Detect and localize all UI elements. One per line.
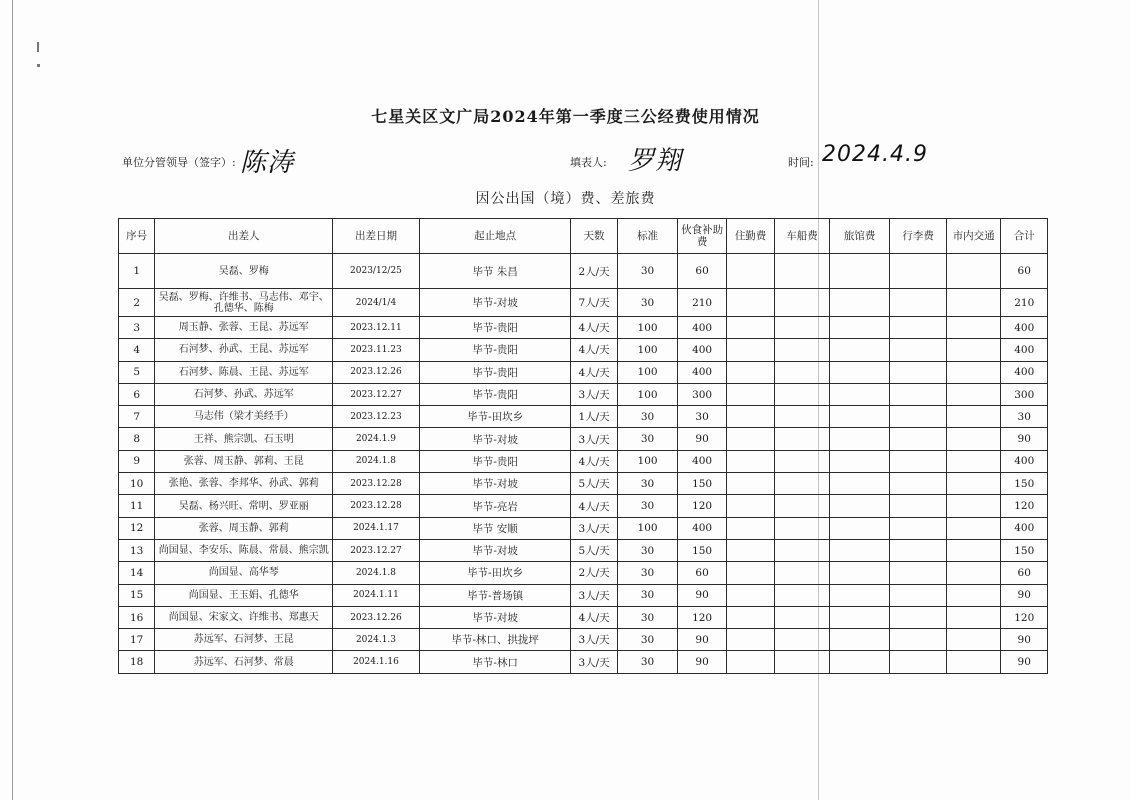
table-cell: 30	[617, 473, 678, 495]
table-cell: 5人/天	[571, 473, 617, 495]
table-cell: 毕节-普场镇	[419, 584, 570, 606]
table-cell	[726, 495, 774, 517]
table-cell: 60	[1001, 562, 1048, 584]
table-cell	[775, 428, 830, 450]
table-cell: 400	[1001, 450, 1048, 472]
table-row	[119, 317, 1048, 339]
filler-label: 填表人:	[570, 156, 607, 169]
table-cell: 2024.1.11	[333, 584, 420, 606]
table-cell	[829, 629, 890, 651]
table-cell	[726, 473, 774, 495]
table-cell	[829, 254, 890, 289]
table-cell: 400	[1001, 317, 1048, 339]
table-cell	[829, 539, 890, 561]
table-cell: 60	[1001, 254, 1048, 289]
table-cell	[890, 254, 947, 289]
table-cell	[726, 361, 774, 383]
table-cell	[829, 562, 890, 584]
table-cell	[890, 473, 947, 495]
table-cell: 毕节 朱昌	[419, 254, 570, 289]
table-cell: 张蓉、周玉静、郭莉	[155, 517, 333, 539]
table-cell: 2024.1.8	[333, 450, 420, 472]
table-row	[119, 383, 1048, 405]
column-header: 出差人	[155, 219, 333, 254]
table-cell: 400	[1001, 517, 1048, 539]
table-cell: 30	[617, 539, 678, 561]
table-cell: 毕节-对坡	[419, 289, 570, 317]
table-cell: 100	[617, 339, 678, 361]
table-cell	[829, 473, 890, 495]
table-cell	[775, 495, 830, 517]
table-cell: 400	[678, 339, 726, 361]
table-cell: 苏远军、石河梦、常晨	[155, 651, 333, 673]
table-cell: 400	[1001, 339, 1048, 361]
table-cell	[775, 517, 830, 539]
table-cell: 400	[678, 517, 726, 539]
table-cell	[890, 317, 947, 339]
table-cell	[829, 383, 890, 405]
table-cell	[775, 450, 830, 472]
table-cell	[775, 339, 830, 361]
table-cell: 150	[1001, 473, 1048, 495]
table-cell	[890, 651, 947, 673]
table-row	[119, 428, 1048, 450]
table-cell	[829, 317, 890, 339]
table-header-row	[119, 219, 1048, 254]
column-header: 天数	[571, 219, 617, 254]
table-row	[119, 339, 1048, 361]
table-cell: 毕节-贵阳	[419, 317, 570, 339]
table-row	[119, 517, 1048, 539]
table-cell	[726, 584, 774, 606]
table-cell: 张艳、张蓉、李邦华、孙武、郭莉	[155, 473, 333, 495]
table-cell	[946, 495, 1001, 517]
table-cell	[890, 289, 947, 317]
table-cell: 100	[617, 361, 678, 383]
table-cell	[726, 428, 774, 450]
table-cell: 30	[617, 584, 678, 606]
table-cell: 毕节-田坎乡	[419, 562, 570, 584]
table-cell: 150	[1001, 539, 1048, 561]
table-cell: 30	[1001, 406, 1048, 428]
table-cell	[890, 383, 947, 405]
table-cell	[726, 651, 774, 673]
table-cell	[946, 406, 1001, 428]
table-row	[119, 539, 1048, 561]
table-cell: 3人/天	[571, 651, 617, 673]
table-subtitle: 因公出国（境）费、差旅费	[475, 191, 656, 207]
table-cell: 1	[119, 254, 155, 289]
column-header: 车船费	[775, 219, 830, 254]
table-cell: 2023.12.26	[333, 361, 420, 383]
table-cell	[890, 339, 947, 361]
table-row	[119, 473, 1048, 495]
table-cell: 100	[617, 517, 678, 539]
table-cell: 毕节-对坡	[419, 473, 570, 495]
table-cell: 18	[119, 651, 155, 673]
table-cell	[829, 406, 890, 428]
column-header: 序号	[119, 219, 155, 254]
table-cell	[829, 450, 890, 472]
column-header: 起止地点	[419, 219, 570, 254]
table-row	[119, 361, 1048, 383]
table-cell: 30	[617, 495, 678, 517]
table-row	[119, 406, 1048, 428]
table-cell	[726, 517, 774, 539]
column-header: 市内交通	[946, 219, 1001, 254]
leader-label: 单位分管领导（签字）:	[122, 156, 236, 169]
column-header: 旅馆费	[829, 219, 890, 254]
table-cell: 3人/天	[571, 383, 617, 405]
table-cell: 毕节-贵阳	[419, 339, 570, 361]
table-cell: 毕节-贵阳	[419, 361, 570, 383]
table-cell	[829, 361, 890, 383]
table-cell	[946, 361, 1001, 383]
table-cell	[726, 254, 774, 289]
time-label: 时间:	[788, 156, 814, 169]
table-cell	[775, 317, 830, 339]
table-cell: 17	[119, 629, 155, 651]
table-row	[119, 450, 1048, 472]
table-cell: 5	[119, 361, 155, 383]
table-cell: 210	[678, 289, 726, 317]
table-cell: 30	[617, 254, 678, 289]
table-cell	[890, 606, 947, 628]
column-header: 合计	[1001, 219, 1048, 254]
table-row	[119, 584, 1048, 606]
table-cell	[946, 428, 1001, 450]
table-cell	[726, 383, 774, 405]
table-cell: 100	[617, 450, 678, 472]
table-cell	[775, 584, 830, 606]
table-cell: 2024.1.8	[333, 562, 420, 584]
table-row	[119, 289, 1048, 317]
table-cell	[775, 473, 830, 495]
table-cell: 2024/1/4	[333, 289, 420, 317]
table-cell: 2023.12.11	[333, 317, 420, 339]
table-cell: 30	[617, 629, 678, 651]
table-cell: 90	[1001, 651, 1048, 673]
table-cell	[946, 254, 1001, 289]
table-cell: 30	[678, 406, 726, 428]
table-cell	[775, 606, 830, 628]
table-cell: 苏远军、石河梦、王昆	[155, 629, 333, 651]
table-cell: 3	[119, 317, 155, 339]
table-cell	[890, 406, 947, 428]
column-header: 伙食补助费	[678, 219, 726, 254]
table-cell: 4人/天	[571, 606, 617, 628]
table-cell	[890, 361, 947, 383]
table-cell	[726, 339, 774, 361]
table-cell: 毕节-林口、拱拢坪	[419, 629, 570, 651]
table-cell	[726, 629, 774, 651]
table-cell: 吴磊、罗梅、许维书、马志伟、邓宇、孔德华、陈梅	[155, 289, 333, 317]
table-cell: 300	[678, 383, 726, 405]
table-cell	[775, 539, 830, 561]
table-cell	[829, 289, 890, 317]
table-cell: 30	[617, 606, 678, 628]
table-cell: 2024.1.16	[333, 651, 420, 673]
filler-signature: 罗翔	[628, 146, 683, 176]
table-cell: 90	[678, 428, 726, 450]
table-cell: 8	[119, 428, 155, 450]
table-cell	[946, 289, 1001, 317]
table-cell: 11	[119, 495, 155, 517]
table-cell	[726, 539, 774, 561]
table-cell: 90	[678, 629, 726, 651]
table-cell: 30	[617, 562, 678, 584]
table-cell: 2人/天	[571, 562, 617, 584]
column-header: 标准	[617, 219, 678, 254]
table-cell: 王祥、熊宗凯、石玉明	[155, 428, 333, 450]
table-cell: 4人/天	[571, 450, 617, 472]
table-cell	[775, 254, 830, 289]
table-cell: 2024.1.9	[333, 428, 420, 450]
table-cell	[890, 584, 947, 606]
scan-mark	[37, 64, 40, 67]
table-cell: 10	[119, 473, 155, 495]
table-cell: 尚国显、高华琴	[155, 562, 333, 584]
table-cell: 4人/天	[571, 339, 617, 361]
table-cell: 5人/天	[571, 539, 617, 561]
table-cell: 周玉静、张蓉、王昆、苏远军	[155, 317, 333, 339]
table-cell: 120	[678, 495, 726, 517]
table-cell: 尚国显、李安乐、陈晨、常晨、熊宗凯	[155, 539, 333, 561]
table-cell: 15	[119, 584, 155, 606]
table-cell	[726, 317, 774, 339]
table-cell	[946, 629, 1001, 651]
table-cell: 14	[119, 562, 155, 584]
table-body	[119, 254, 1048, 674]
table-cell	[829, 651, 890, 673]
table-cell	[946, 606, 1001, 628]
table-cell	[890, 495, 947, 517]
table-cell	[726, 562, 774, 584]
table-cell	[890, 517, 947, 539]
table-cell	[890, 539, 947, 561]
table-cell: 3人/天	[571, 517, 617, 539]
column-header: 住勤费	[726, 219, 774, 254]
table-cell: 300	[1001, 383, 1048, 405]
table-row	[119, 254, 1048, 289]
table-cell: 100	[617, 317, 678, 339]
table-cell: 尚国显、王玉娟、孔德华	[155, 584, 333, 606]
table-cell: 2023.11.23	[333, 339, 420, 361]
table-cell: 30	[617, 428, 678, 450]
table-cell	[775, 361, 830, 383]
table-cell	[726, 289, 774, 317]
table-cell: 30	[617, 651, 678, 673]
table-cell: 石河梦、孙武、苏远军	[155, 383, 333, 405]
table-cell	[829, 584, 890, 606]
table-cell: 120	[1001, 495, 1048, 517]
table-row	[119, 562, 1048, 584]
table-cell	[726, 606, 774, 628]
table-cell: 毕节-亮岩	[419, 495, 570, 517]
table-cell: 2023.12.27	[333, 383, 420, 405]
table-cell: 3人/天	[571, 428, 617, 450]
table-cell: 2	[119, 289, 155, 317]
table-cell: 毕节-贵阳	[419, 450, 570, 472]
table-cell	[890, 629, 947, 651]
table-cell: 石河梦、陈晨、王昆、苏远军	[155, 361, 333, 383]
table-cell	[946, 339, 1001, 361]
table-cell: 4人/天	[571, 495, 617, 517]
table-cell: 90	[1001, 428, 1048, 450]
table-cell: 毕节-贵阳	[419, 383, 570, 405]
table-cell	[946, 517, 1001, 539]
table-cell: 张蓉、周玉静、郭莉、王昆	[155, 450, 333, 472]
table-cell: 400	[678, 450, 726, 472]
table-cell: 400	[1001, 361, 1048, 383]
table-cell: 2024.1.3	[333, 629, 420, 651]
table-cell	[946, 473, 1001, 495]
table-cell: 400	[678, 317, 726, 339]
table-cell: 毕节-对坡	[419, 428, 570, 450]
table-cell: 尚国显、宋家文、许维书、郑惠天	[155, 606, 333, 628]
table-cell: 7	[119, 406, 155, 428]
table-cell	[775, 651, 830, 673]
table-cell: 16	[119, 606, 155, 628]
column-header: 行李费	[890, 219, 947, 254]
column-header: 出差日期	[333, 219, 420, 254]
table-row	[119, 606, 1048, 628]
table-cell	[829, 606, 890, 628]
table-cell: 6	[119, 383, 155, 405]
table-cell: 150	[678, 473, 726, 495]
table-cell	[946, 317, 1001, 339]
table-cell	[946, 383, 1001, 405]
table-cell: 30	[617, 289, 678, 317]
table-cell: 吴磊、杨兴旺、常明、罗亚丽	[155, 495, 333, 517]
table-cell: 2023.12.27	[333, 539, 420, 561]
table-cell: 2023.12.26	[333, 606, 420, 628]
table-cell: 1人/天	[571, 406, 617, 428]
table-cell	[775, 383, 830, 405]
table-cell: 90	[678, 584, 726, 606]
table-cell: 石河梦、孙武、王昆、苏远军	[155, 339, 333, 361]
table-cell	[890, 562, 947, 584]
table-cell: 4人/天	[571, 361, 617, 383]
table-cell: 9	[119, 450, 155, 472]
leader-signature: 陈涛	[240, 148, 295, 178]
table-row	[119, 651, 1048, 673]
table-cell	[946, 539, 1001, 561]
scan-mark	[37, 42, 39, 52]
table-cell: 马志伟（梁才美经手）	[155, 406, 333, 428]
table-cell	[775, 562, 830, 584]
table-cell: 7人/天	[571, 289, 617, 317]
table-cell: 毕节-林口	[419, 651, 570, 673]
table-cell: 毕节-对坡	[419, 539, 570, 561]
table-cell: 150	[678, 539, 726, 561]
table-cell	[946, 584, 1001, 606]
table-cell: 2023.12.28	[333, 473, 420, 495]
table-cell	[726, 406, 774, 428]
table-cell: 210	[1001, 289, 1048, 317]
table-cell: 2023.12.23	[333, 406, 420, 428]
table-cell: 3人/天	[571, 629, 617, 651]
expense-table	[118, 218, 1048, 674]
table-cell: 400	[678, 361, 726, 383]
table-cell: 毕节 安顺	[419, 517, 570, 539]
table-cell: 13	[119, 539, 155, 561]
table-cell	[946, 562, 1001, 584]
table-cell	[775, 629, 830, 651]
table-cell: 2023.12.28	[333, 495, 420, 517]
table-cell	[775, 289, 830, 317]
table-cell	[946, 450, 1001, 472]
table-row	[119, 629, 1048, 651]
table-cell: 4人/天	[571, 317, 617, 339]
table-cell: 100	[617, 383, 678, 405]
table-cell: 毕节-田坎乡	[419, 406, 570, 428]
table-cell	[829, 517, 890, 539]
time-value: 2024.4.9	[822, 142, 928, 167]
table-cell: 120	[678, 606, 726, 628]
table-cell: 12	[119, 517, 155, 539]
table-cell: 3人/天	[571, 584, 617, 606]
table-cell: 90	[1001, 629, 1048, 651]
table-cell	[946, 651, 1001, 673]
table-cell: 120	[1001, 606, 1048, 628]
table-cell	[829, 339, 890, 361]
table-cell: 2023/12/25	[333, 254, 420, 289]
table-cell: 2024.1.17	[333, 517, 420, 539]
document-title: 七星关区文广局2024年第一季度三公经费使用情况	[371, 107, 760, 126]
table-row	[119, 495, 1048, 517]
table-cell	[829, 428, 890, 450]
table-cell: 30	[617, 406, 678, 428]
table-cell: 60	[678, 254, 726, 289]
table-cell	[890, 450, 947, 472]
table-cell: 4	[119, 339, 155, 361]
table-cell	[775, 406, 830, 428]
table-cell	[829, 495, 890, 517]
table-cell: 90	[1001, 584, 1048, 606]
table-cell: 2人/天	[571, 254, 617, 289]
table-cell: 90	[678, 651, 726, 673]
table-cell: 毕节-对坡	[419, 606, 570, 628]
table-cell	[890, 428, 947, 450]
table-cell: 吴磊、罗梅	[155, 254, 333, 289]
table-cell: 60	[678, 562, 726, 584]
table-cell	[726, 450, 774, 472]
